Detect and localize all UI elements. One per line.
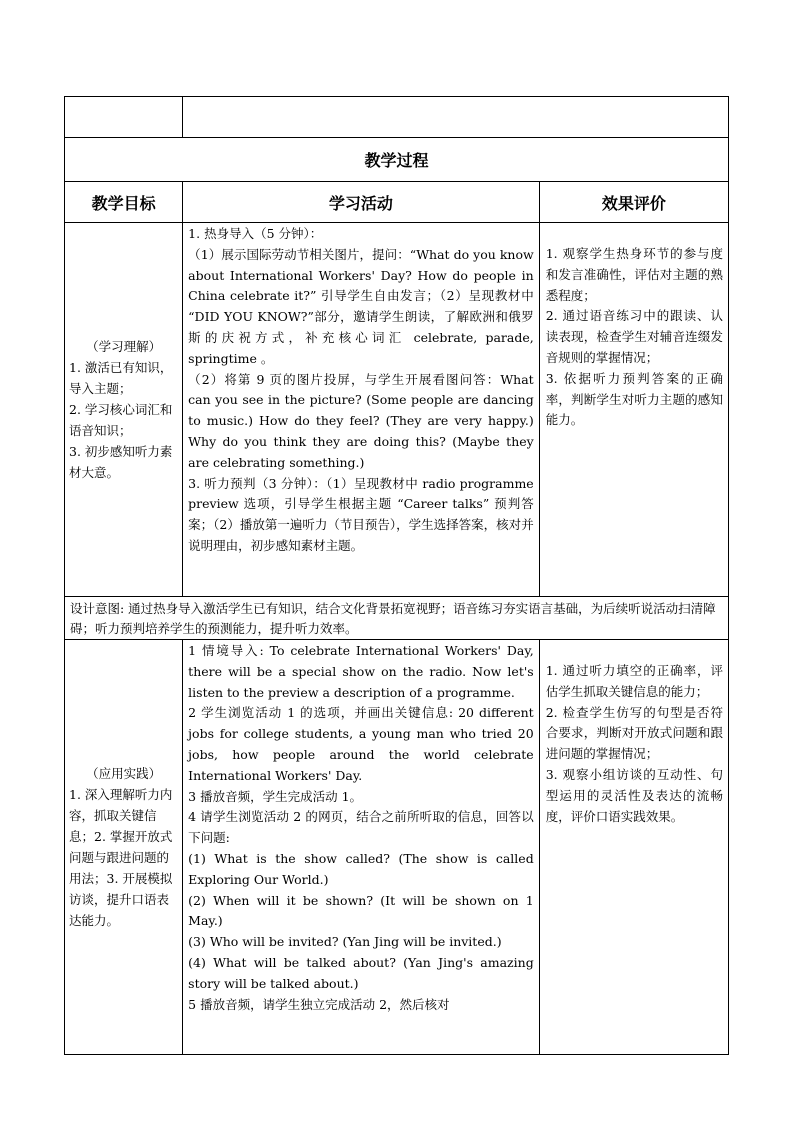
activity-paragraph: 4 请学生浏览活动 2 的网页，结合之前所听取的信息，回答以下问题: [188, 809, 534, 846]
stage2-goal-item: 1. 深入理解听力内容，抓取关键信息；2. 掌握开放式问题与跟进问题的用法；3. 开展模拟访谈，提升口语表达能力。 [69, 787, 173, 928]
stage2-row [65, 640, 729, 1055]
stage2-goal-label: （应用实践） [86, 766, 162, 781]
activity-paragraph: (4) What will be talked about? (Yan Jing's amazing story will be talked about.) [188, 954, 534, 991]
stage1-goal-item: 2. 学习核心词汇和语音知识； [69, 402, 173, 438]
activity-paragraph: (3) Who will be invited? (Yan Jing will be invited.) [188, 934, 502, 950]
section-title: 教学过程 [65, 138, 729, 182]
evaluation-item: 1. 观察学生热身环节的参与度和发言准确性，评估对主题的熟悉程度； [545, 246, 723, 303]
evaluation-item: 2. 通过语音练习中的跟读、认读表现，检查学生对辅音连缀发音规则的掌握情况； [545, 308, 723, 365]
activity-paragraph: 5 播放音频，请学生独立完成活动 2，然后核对 [188, 996, 450, 1012]
stage2-goal [65, 640, 183, 1055]
stage1-goal-item: 1. 激活已有知识，导入主题； [69, 360, 173, 396]
blank-row [65, 97, 729, 138]
activity-paragraph: 3 播放音频，学生完成活动 1。 [188, 788, 363, 804]
activity-paragraph: (1) What is the show called? (The show is called Exploring Our World.) [188, 850, 534, 887]
activity-paragraph: 3. 听力预判（3 分钟）：（1）呈现教材中 radio programme preview 选项，引导学生根据主题 “Career talks” 预判答案；（2）播放第一遍听力（节目预告），学生选择答案，核对并说明理由，初步感知素材主题。 [188, 475, 534, 553]
header-goal: 教学目标 [65, 182, 183, 223]
activity-paragraph: 1. 热身导入（5 分钟）： [188, 226, 323, 241]
activity-paragraph: 1 情境导入: To celebrate International Workers' Day, there will be a special show on the radio. Now let's listen to the preview a description of a programme. [188, 643, 534, 700]
header-evaluation: 效果评价 [539, 182, 728, 223]
header-row [65, 182, 729, 223]
evaluation-item: 3. 依据听力预判答案的正确率，判断学生对听力主题的感知能力。 [545, 370, 723, 428]
evaluation-item: 1. 通过听力填空的正确率，评估学生抓取关键信息的能力； [545, 663, 723, 699]
activity-paragraph: （1）展示国际劳动节相关图片，提问：“What do you know about International Workers' Day? How do people in China celebrate it?” 引导学生自由发言；（2）呈现教材中 “DID YOU KNOW?”部分，邀请学生朗读，了解欧洲和俄罗斯的庆祝方式，补充核心词汇 celebrate, parade, springtime 。 [188, 246, 534, 366]
blank-cell-right [183, 97, 729, 138]
lesson-table [64, 96, 729, 1055]
activity-paragraph: (2) When will it be shown? (It will be shown on 1 May.) [188, 892, 534, 929]
header-activity: 学习活动 [183, 182, 540, 223]
stage1-evaluation [539, 223, 728, 597]
evaluation-item: 3. 观察小组访谈的互动性、句型运用的灵活性及表达的流畅度，评价口语实践效果。 [545, 766, 723, 824]
stage1-goal-label: （学习理解） [86, 339, 162, 354]
activity-paragraph: （2）将第 9 页的图片投屏，与学生开展看图问答：What can you see in the picture? (Some people are dancing to music.) How do they feel? (They are very happy.) Why do you think they are doing this? (Maybe they are celebrating something.) [188, 371, 534, 470]
stage1-goal [65, 223, 183, 597]
blank-cell-left [65, 97, 183, 138]
evaluation-item: 2. 检查学生仿写的句型是否符合要求，判断对开放式问题和跟进问题的掌握情况； [545, 704, 723, 762]
stage1-row [65, 223, 729, 597]
activity-paragraph: 2 学生浏览活动 1 的选项，并画出关键信息: 20 different jobs for college students, a young man who tried 20 jobs, how people around the world celebrate International Workers' Day. [188, 705, 534, 783]
stage1-goal-item: 3. 初步感知听力素材大意。 [69, 444, 173, 480]
stage1-activity [183, 223, 540, 597]
stage2-evaluation [539, 640, 728, 1055]
stage2-activity [183, 640, 540, 1055]
design-intent: 设计意图: 通过热身导入激活学生已有知识，结合文化背景拓宽视野；语音练习夯实语言基础，为后续听说活动扫清障碍；听力预判培养学生的预测能力，提升听力效率。 [65, 597, 729, 640]
